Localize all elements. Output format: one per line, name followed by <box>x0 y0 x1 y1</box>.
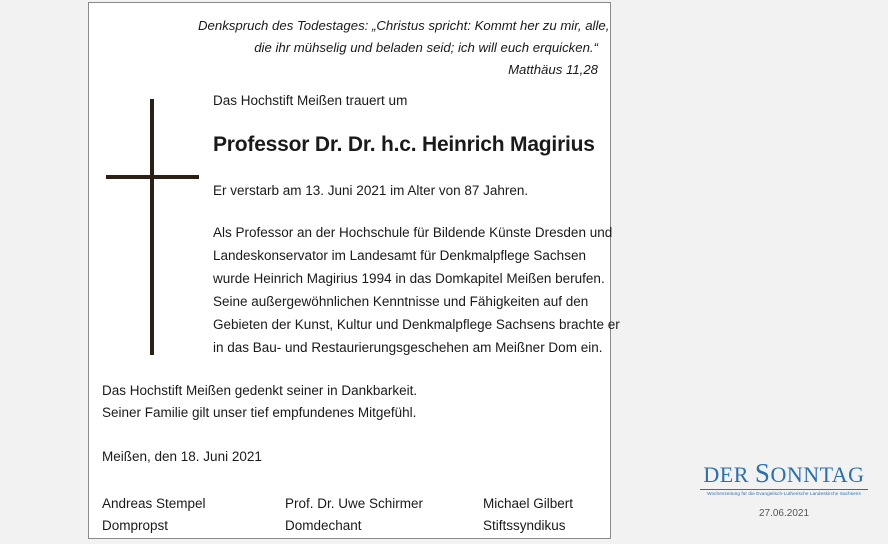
newspaper-logo <box>700 460 868 496</box>
verse-reference: Matthäus 11,28 <box>508 62 598 77</box>
logo-divider <box>700 489 868 490</box>
logo-wordmark <box>700 460 868 488</box>
biography <box>213 221 620 359</box>
signatory <box>483 493 573 537</box>
signatory <box>285 493 423 537</box>
intro-text: Das Hochstift Meißen trauert um <box>213 93 408 108</box>
verse-line: die ihr mühselig und beladen seid; ich will euch erquicken.“ <box>254 40 598 55</box>
signatory-title: Dompropst <box>102 518 169 533</box>
bio-line: wurde Heinrich Magirius 1994 in das Domkapitel Meißen berufen. <box>213 271 605 286</box>
verse-line: Denkspruch des Todestages: „Christus spricht: Kommt her zu mir, alle, <box>198 18 610 33</box>
cross-icon-bar <box>106 175 199 179</box>
signatory-name: Prof. Dr. Uwe Schirmer <box>285 496 424 511</box>
logo-initial: S <box>754 458 771 488</box>
cross-icon <box>150 99 154 355</box>
signatory-name: Andreas Stempel <box>102 496 206 511</box>
signatory <box>102 493 206 537</box>
closing-line: Das Hochstift Meißen gedenkt seiner in Dankbarkeit. <box>102 383 418 398</box>
bio-line: Als Professor an der Hochschule für Bildende Künste Dresden und <box>213 225 613 240</box>
logo-word-rest: ONNTAG <box>770 462 865 487</box>
bio-line: Gebieten der Kunst, Kultur und Denkmalpflege Sachsens brachte er <box>213 317 620 332</box>
bio-line: Seine außergewöhnlichen Kenntnisse und Fähigkeiten auf den <box>213 294 589 309</box>
bio-line: in das Bau- und Restaurierungsgeschehen am Meißner Dom ein. <box>213 340 603 355</box>
obituary-notice <box>88 2 620 539</box>
signatory-title: Stiftssyndikus <box>483 518 566 533</box>
place-date: Meißen, den 18. Juni 2021 <box>102 449 262 464</box>
closing-text <box>102 380 417 424</box>
logo-subtitle: Wochenzeitung für die Evangelisch-Lutherische Landeskirche Sachsens <box>707 491 861 496</box>
memorial-verse <box>198 15 610 81</box>
signatory-title: Domdechant <box>285 518 362 533</box>
issue-date: 27.06.2021 <box>758 508 810 519</box>
closing-line: Seiner Familie gilt unser tief empfundenes Mitgefühl. <box>102 405 417 420</box>
logo-word-der: DER <box>703 462 749 487</box>
death-date-text: Er verstarb am 13. Juni 2021 im Alter von 87 Jahren. <box>213 183 529 198</box>
deceased-name: Professor Dr. Dr. h.c. Heinrich Magirius <box>213 133 595 156</box>
signatory-name: Michael Gilbert <box>483 496 574 511</box>
bio-line: Landeskonservator im Landesamt für Denkmalpflege Sachsen <box>213 248 586 263</box>
